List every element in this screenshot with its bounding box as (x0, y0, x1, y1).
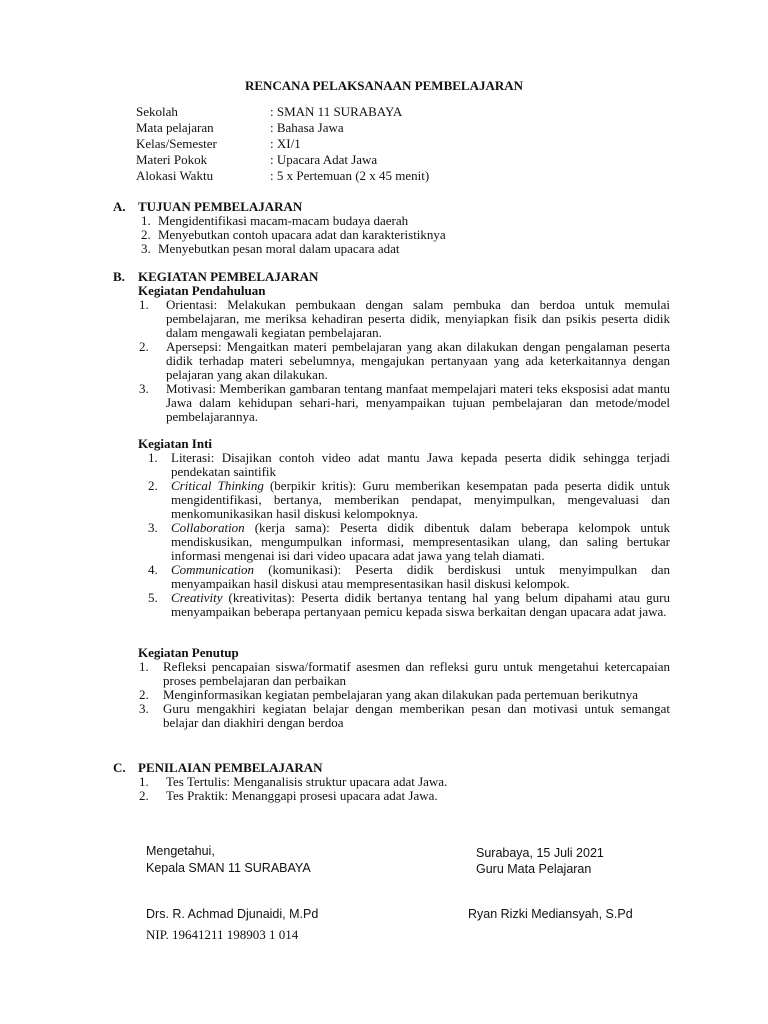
signature-left-intro: Mengetahui, (146, 844, 215, 858)
identity-row (0, 137, 768, 153)
identity-value: : Bahasa Jawa (270, 120, 344, 135)
identity-value: : Upacara Adat Jawa (270, 152, 378, 167)
section-c-heading: C. PENILAIAN PEMBELAJARAN (113, 760, 323, 775)
identity-value: : 5 x Pertemuan (2 x 45 menit) (270, 168, 430, 183)
signature-left-name: Drs. R. Achmad Djunaidi, M.Pd (146, 907, 319, 921)
identity-value: : XI/1 (270, 136, 301, 151)
identity-table (0, 105, 768, 185)
identity-label: Materi Pokok (136, 152, 208, 167)
section-a-heading: A. TUJUAN PEMBELAJARAN (113, 199, 303, 214)
identity-row (0, 153, 768, 169)
subsection-heading: Kegiatan Pendahuluan (138, 283, 266, 298)
subsection-heading: Kegiatan Penutup (138, 645, 239, 660)
identity-label: Kelas/Semester (136, 136, 217, 151)
identity-row (0, 169, 768, 185)
signature-left-nip: NIP. 19641211 198903 1 014 (146, 927, 299, 942)
signature-right-title: Guru Mata Pelajaran (476, 862, 592, 876)
subsection-heading: Kegiatan Inti (138, 436, 213, 451)
identity-value: : SMAN 11 SURABAYA (270, 104, 403, 119)
document-page: RENCANA PELAKSANAAN PEMBELAJARAN Sekolah : SMAN 11 SURABAYA Mata pelajaran : Bahasa Jawa Kelas/Semester : XI/1 Materi Pokok : Upacara Adat Jawa Alokasi Waktu : 5 x Pertemuan (2 x 45 menit) A. TUJUAN PEMBELAJARAN 1. Mengidentifikasi macam-macam budaya daerah 2. Menyebutkan contoh upacara adat dan karakteristiknya 3. Menyebutkan pesan moral dalam upacara adat B. KEGIATAN PEMBELAJARAN Kegiatan Pendahuluan 1. Orientasi: Melakukan pembukaan dengan salam pembuka dan berdoa untuk memulai pembelajaran, me meriksa kehadiran peserta didik, menyiapkan fisik dan psikis peserta didik dalam mengawali kegiatan pembelajaran. 2. Apersepsi: Mengaitkan materi pembelajaran yang akan dilakukan dengan pengalaman peserta didik terhadap materi sebelumnya, mengajukan pertanyaan yang ada keterkaitannya dengan pelajaran yang akan dilakukan. 3. Motivasi: Memberikan gambaran tentang manfaat mempelajari materi teks eksposisi adat mantu Jawa dalam kehidupan sehari-hari, menyampaikan tujuan pembelajaran dan metode/model pembelajarannya. Kegiatan Inti 1. Literasi: Disajikan contoh video adat mantu Jawa kepada peserta didik sehingga terjadi pendekatan saintifik 2. Critical Thinking (berpikir kritis): Guru memberikan kesempatan pada peserta didik untuk mengidentifikasi, bertanya, memberikan pendapat, menyimpulkan, mengevaluasi dan menkomunikasikan hasil diskusi kelompoknya. 3. Collaboration (kerja sama): Peserta didik dibentuk dalam beberapa kelompok untuk mendiskusikan, mengumpulkan informasi, mempresentasikan ulang, dan saling bertukar informasi mengenai isi dari video upacara adat jawa yang telah diamati. 4. Communication (komunikasi): Peserta didik berdiskusi untuk menyimpulkan dan menyampaikan hasil diskusi atau mempresentasikan hasil diskusi kelompok. 5. Creativity (kreativitas): Peserta didik bertanya tentang hal yang belum dipahami atau guru menyampaikan beberapa pertanyaan pemicu kepada siswa berkaitan dengan upacara adat jawa. Kegiatan Penutup 1. Refleksi pencapaian siswa/formatif asesmen dan refleksi guru untuk mengetahui ketercapaian proses pembelajaran dan perbaikan 2. Menginformasikan kegiatan pembelajaran yang akan dilakukan pada pertemuan berikutnya 3. Guru mengakhiri kegiatan belajar dengan memberikan pesan dan motivasi untuk semangat belajar dan diakhiri dengan berdoa C. PENILAIAN PEMBELAJARAN 1. Tes Tertulis: Menganalisis struktur upacara adat Jawa. 2. Tes Praktik: Menanggapi prosesi upacara adat Jawa. Mengetahui, Kepala SMAN 11 SURABAYA Surabaya, 15 Juli 2021 Guru Mata Pelajaran Drs. R. Achmad Djunaidi, M.Pd Ryan Rizki Mediansyah, S.Pd NIP. 19641211 198903 1 014 (0, 0, 768, 1024)
signature-right-date: Surabaya, 15 Juli 2021 (476, 846, 604, 860)
document-title: RENCANA PELAKSANAAN PEMBELAJARAN (244, 78, 524, 93)
section-b-heading: B. KEGIATAN PEMBELAJARAN (113, 269, 319, 284)
identity-row (0, 121, 768, 137)
identity-label: Sekolah (136, 104, 178, 119)
signature-right-name: Ryan Rizki Mediansyah, S.Pd (468, 907, 633, 921)
identity-label: Alokasi Waktu (136, 168, 214, 183)
identity-label: Mata pelajaran (136, 120, 214, 135)
identity-row (0, 105, 768, 121)
signature-left-title: Kepala SMAN 11 SURABAYA (146, 861, 311, 875)
